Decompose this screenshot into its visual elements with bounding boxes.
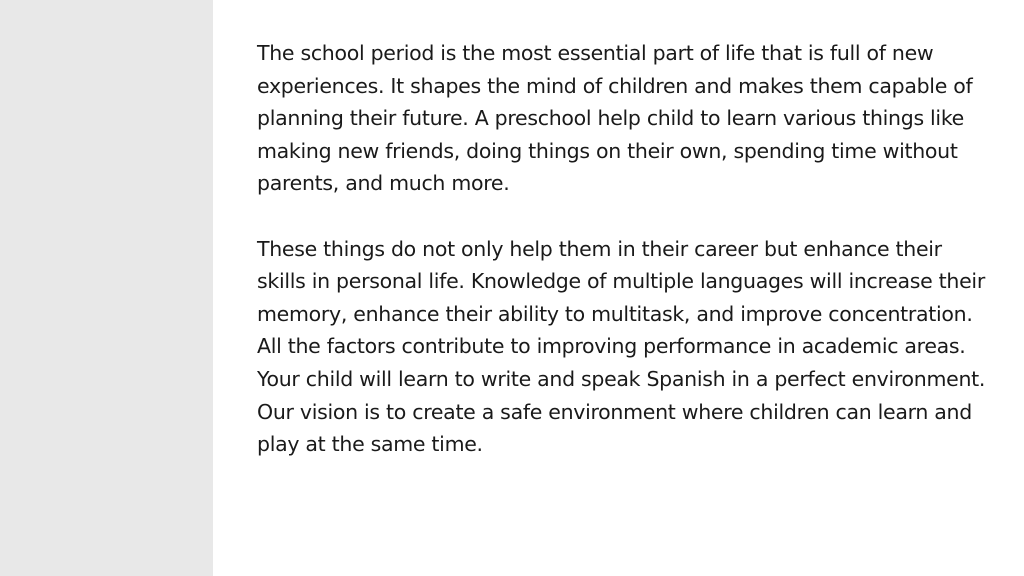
article-paragraph-2: These things do not only help them in their career but enhance their skills in personal life. Knowledge of multiple languages will increase their memory, enhance their ability to multitask, and improve concentration. All the factors contribute to improving performance in academic areas. Your child will learn to write and speak Spanish in a perfect environment. Our vision is to create a safe environment where children can learn and play at the same time. — [257, 236, 986, 457]
left-sidebar-panel — [0, 0, 213, 576]
article-body — [257, 37, 987, 461]
article-paragraph-1: The school period is the most essential part of life that is full of new experiences. It shapes the mind of children and makes them capable of planning their future. A preschool help child to learn various things like making new friends, doing things on their own, spending time without parents, and much more. — [257, 41, 973, 196]
